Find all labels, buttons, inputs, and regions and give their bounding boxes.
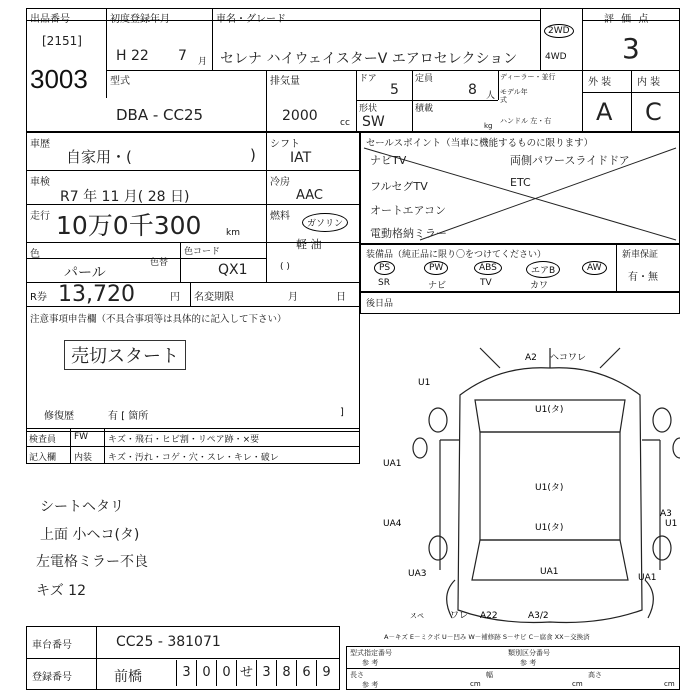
- fuel-gasoline: ガソリン: [302, 213, 348, 232]
- inspector-int: 内装: [74, 453, 93, 463]
- fuel-label: 燃料: [270, 211, 290, 222]
- sales-item-2: フルセグTV: [370, 180, 428, 193]
- first-reg-label: 初度登録年月: [110, 14, 170, 25]
- doors-value: 5: [390, 82, 399, 98]
- grade-value: 3: [622, 32, 640, 65]
- width-label: 幅: [486, 671, 493, 679]
- reg-digit: 3: [176, 660, 196, 686]
- displacement-unit: cc: [340, 118, 350, 128]
- length-ref: 参 考: [362, 681, 379, 689]
- diag-label-u1ta-b: U1(タ): [535, 483, 564, 493]
- reg-digit: 3: [256, 660, 276, 686]
- diag-label-a2: A2: [525, 353, 537, 363]
- load-box: [412, 100, 498, 132]
- shape-box: [356, 100, 413, 132]
- shape-number-label: 型式指定番号: [350, 649, 392, 657]
- reg-digit: 0: [216, 660, 236, 686]
- mileage-value: 10万0千300: [56, 211, 202, 240]
- divider: [26, 446, 360, 447]
- shape-value: SW: [362, 114, 385, 130]
- model-box: [106, 70, 267, 132]
- load-label: 積載: [415, 104, 434, 114]
- inspector-label2: 記入欄: [29, 453, 57, 463]
- repair-close: ]: [340, 407, 344, 418]
- equip-tv: TV: [480, 278, 492, 288]
- first-reg-month-unit: 月: [198, 57, 208, 67]
- equip-abs: ABS: [474, 261, 502, 275]
- divider: [582, 20, 680, 21]
- reg-digit: 6: [296, 660, 316, 686]
- handle-label: ハンドル 左・右: [500, 117, 552, 125]
- color-label: 色: [30, 249, 40, 260]
- divider: [96, 626, 97, 690]
- divider: [26, 20, 106, 21]
- sales-label: セールスポイント（当車に機能するものに限ります）: [366, 138, 594, 149]
- color-value: パール: [64, 265, 106, 281]
- fuel-other: ( ): [280, 262, 290, 272]
- lot-box: [26, 8, 107, 98]
- shape-label: 形状: [359, 104, 378, 114]
- sales-item-0: ナビTV: [370, 154, 407, 167]
- recycle-value: 13,720: [58, 282, 135, 307]
- diag-label-u1-b: U1: [665, 519, 678, 529]
- ac-value: AAC: [296, 188, 323, 203]
- drive-2wd: 2WD: [544, 24, 574, 38]
- registration-city: 前橋: [114, 669, 142, 685]
- diag-label-a32: A3/2: [528, 611, 549, 621]
- history-label: 車歴: [30, 139, 50, 150]
- diag-label-a3: A3: [660, 509, 672, 519]
- height-label: 高さ: [588, 671, 602, 679]
- sales-item-5: 電動格納ミラー: [370, 227, 447, 240]
- color-code-label: 色コード: [184, 247, 221, 257]
- class-number-label: 類別区分番号: [508, 649, 550, 657]
- inspection-label: 車検: [30, 177, 50, 188]
- shift-value: IAT: [290, 150, 312, 166]
- notes-label: 注意事項申告欄（不具合事項等は具体的に記入して下さい）: [30, 314, 287, 325]
- model-year-label: モデル年式: [500, 88, 528, 104]
- inspector-fw: FW: [74, 432, 89, 442]
- dealer-label: ディーラー・並行: [500, 73, 556, 81]
- recycle-unit: 円: [170, 292, 180, 303]
- class-number-ref: 参 考: [520, 659, 537, 667]
- history-value: 自家用・(: [66, 148, 132, 166]
- first-reg-month: 7: [178, 48, 187, 64]
- ac-label: 冷房: [270, 177, 290, 188]
- divider: [70, 428, 71, 464]
- divider: [266, 132, 267, 282]
- equip-airbag: エアB: [526, 261, 560, 278]
- first-reg-era: H 22: [116, 48, 149, 64]
- reg-digit: せ: [236, 660, 256, 686]
- equip-navi: ナビ: [428, 281, 447, 291]
- diag-label-hekoware: ヘコワレ: [550, 353, 587, 363]
- inspector-fw-items: キズ・飛石・ヒビ割・リペア跡・×要: [108, 435, 260, 445]
- reg-digit: 0: [196, 660, 216, 686]
- divider: [180, 242, 181, 282]
- diag-label-ua4: UA4: [383, 519, 402, 529]
- mileage-unit: km: [226, 228, 240, 238]
- legend: A－キズ E－ミクボ U－凹み W－補修跡 S－サビ C－腐食 XX－交換済: [384, 633, 590, 641]
- height-unit: cm: [664, 680, 675, 688]
- car-name-box: [212, 8, 541, 70]
- sales-item-3: ETC: [510, 176, 531, 189]
- model-value: DBA - CC25: [116, 106, 204, 124]
- grade-label: 評 価 点: [604, 14, 651, 25]
- inspector-label1: 検査員: [29, 435, 57, 445]
- doors-label: ドア: [359, 74, 377, 84]
- color-code-value: QX1: [218, 262, 248, 278]
- after-frame: [360, 292, 680, 314]
- exterior-label: 外 装: [588, 77, 612, 88]
- shift-label: シフト: [270, 139, 300, 150]
- capacity-box: [412, 70, 499, 100]
- length-unit: cm: [470, 680, 481, 688]
- reg-digit: 8: [276, 660, 296, 686]
- doors-box: [356, 70, 413, 100]
- divider: [346, 668, 680, 669]
- capacity-value: 8: [468, 82, 477, 98]
- sales-item-4: オートエアコン: [370, 204, 447, 217]
- first-reg-box: [106, 8, 213, 70]
- car-diagram: [380, 340, 680, 630]
- registration-label: 登録番号: [32, 672, 72, 683]
- exterior-value: A: [596, 98, 613, 126]
- car-name-label: 車名・グレード: [216, 14, 286, 25]
- divider: [616, 244, 617, 292]
- mileage-label: 走行: [30, 211, 50, 222]
- divider: [104, 428, 105, 464]
- diag-label-u1ta-c: U1(タ): [535, 523, 564, 533]
- equip-kawa: カワ: [530, 281, 549, 291]
- registration-digits: [176, 660, 336, 686]
- lot-label: 出品番号: [30, 14, 70, 25]
- car-name-value: セレナ ハイウェイスターV エアロセレクション: [220, 51, 518, 67]
- interior-box: [631, 70, 680, 132]
- drive-4wd: 4WD: [545, 52, 567, 62]
- name-change-label: 名変期限: [194, 292, 234, 303]
- grade-box: [582, 8, 680, 70]
- note-0: シートヘタリ: [40, 499, 124, 515]
- displacement-value: 2000: [282, 108, 318, 124]
- fuel-diesel: 軽 油: [296, 238, 322, 251]
- notes-value: 売切スタート: [64, 340, 186, 370]
- divider: [190, 282, 191, 306]
- load-unit: kg: [484, 122, 493, 130]
- diag-label-ua3: UA3: [408, 569, 427, 579]
- equip-pw: PW: [424, 261, 448, 275]
- diag-label-ua1-c: UA1: [638, 573, 657, 583]
- displacement-label: 排気量: [270, 76, 300, 87]
- inspection-value: R7 年 11 月( 28 日): [60, 189, 190, 205]
- sales-item-1: 両側パワースライドドア: [510, 154, 630, 167]
- divider: [26, 170, 360, 171]
- color-change-label: 色替: [150, 258, 169, 268]
- lot-sub: [2151]: [42, 34, 82, 48]
- width-unit: cm: [572, 680, 583, 688]
- divider: [26, 658, 340, 659]
- lot-number: 3003: [30, 64, 88, 94]
- diag-label-a22: A22: [480, 611, 498, 621]
- divider: [26, 258, 266, 259]
- interior-label: 内 装: [637, 77, 661, 88]
- capacity-unit: 人: [486, 91, 496, 101]
- equip-aw: AW: [582, 261, 607, 275]
- dealer-box: [498, 70, 583, 132]
- note-3: キズ 12: [36, 583, 86, 599]
- displacement-box: [266, 70, 357, 132]
- name-change-month: 月: [288, 292, 298, 303]
- equipment-new-label: 新車保証: [622, 250, 659, 260]
- chassis-value: CC25 - 381071: [116, 634, 221, 650]
- recycle-label: R券: [30, 292, 47, 303]
- inspector-int-items: キズ・汚れ・コゲ・穴・スレ・キレ・破レ: [108, 453, 279, 463]
- equip-ps: PS: [374, 261, 395, 275]
- diag-label-ware: ワレ: [450, 611, 469, 621]
- interior-value: C: [645, 98, 662, 126]
- diag-label-ua1-b: UA1: [540, 567, 559, 577]
- warranty-value: 有・無: [628, 272, 658, 283]
- model-label: 型式: [110, 76, 130, 87]
- chassis-label: 車台番号: [32, 640, 72, 651]
- equipment-label: 装備品（純正品に限り〇をつけてください）: [366, 250, 547, 260]
- diag-label-u1ta-a: U1(タ): [535, 405, 564, 415]
- history-close: ): [250, 146, 256, 164]
- shape-number-ref: 参 考: [362, 659, 379, 667]
- note-1: 上面 小ヘコ(タ): [40, 527, 140, 543]
- divider: [582, 92, 680, 93]
- drive-box: [540, 8, 583, 70]
- divider: [106, 20, 540, 21]
- diag-label-ua1-a: UA1: [383, 459, 402, 469]
- equip-sr: SR: [378, 278, 390, 288]
- repair-label: 修復歴: [44, 411, 74, 422]
- after-label: 後日品: [366, 299, 394, 309]
- length-label: 長さ: [350, 671, 364, 679]
- note-2: 左電格ミラー不良: [36, 554, 148, 570]
- exterior-box: [582, 70, 632, 132]
- name-change-day: 日: [336, 292, 346, 303]
- capacity-label: 定員: [415, 74, 434, 84]
- diag-label-u1-a: U1: [418, 378, 431, 388]
- diag-label-spe: スペ: [410, 612, 424, 620]
- reg-digit: 9: [316, 660, 336, 686]
- repair-value: 有 [ 箇所: [108, 411, 149, 422]
